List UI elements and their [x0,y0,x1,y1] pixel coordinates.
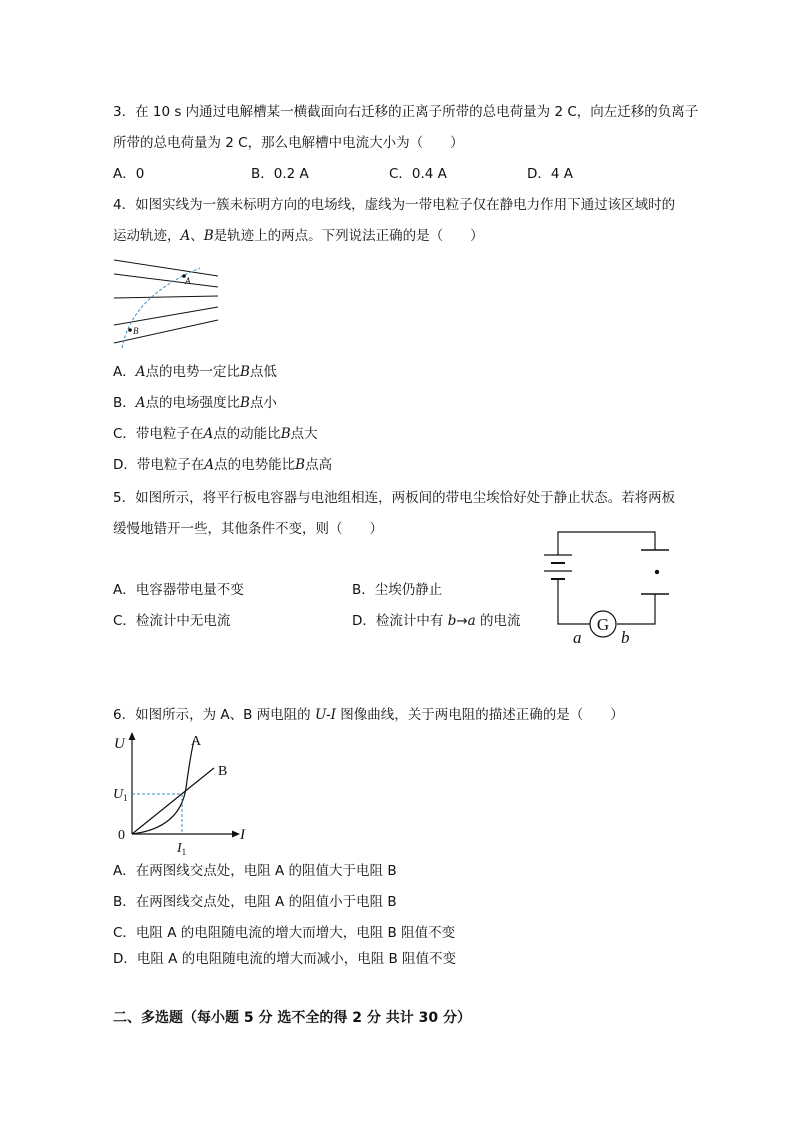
q5-option-d: D．检流计中有 b→a 的电流 [352,613,521,629]
q6-stem: 6．如图所示，为 A、B 两电阻的 U-I 图像曲线，关于两电阻的描述正确的是（ ） [113,707,624,723]
q6-option-b: B．在两图线交点处，电阻 A 的阻值小于电阻 B [113,894,397,910]
curve-a [132,740,194,834]
q6-option-c: C．电阻 A 的电阻随电流的增大而增大，电阻 B 阻值不变 [113,925,456,941]
q4-sep: 、 [190,228,204,244]
circuit-wire-right [617,594,655,624]
field-line-2 [114,274,218,287]
curve-a-label: A [191,734,202,749]
q6-option-d: D．电阻 A 的电阻随电流的增大而减小，电阻 B 阻值不变 [113,951,457,967]
field-line-3 [114,296,218,298]
node-a-label: a [573,628,582,647]
q3-stem-line2: 所带的总电荷量为 2 C，那么电解槽中电流大小为（ ） [113,135,464,151]
q4-stem-line2 [113,226,484,246]
q4-point-b: B [203,228,214,244]
q5-stem-line2: 缓慢地错开一些，其他条件不变，则（ ） [113,521,383,537]
q6-option-a: A．在两图线交点处，电阻 A 的阻值大于电阻 B [113,863,397,879]
q3-option-b: B．0.2 A [251,166,309,182]
point-b-label: B [133,326,139,336]
u-axis-arrow [129,732,136,740]
point-a-label: A [185,276,191,286]
q4-point-a: A [180,228,191,244]
q5-stem-line1: 5．如图所示，将平行板电容器与电池组相连，两板间的带电尘埃恰好处于静止状态。若将两板 [113,490,676,506]
q4-field-figure [112,256,222,351]
point-b-dot [128,328,132,332]
q5-option-b: B．尘埃仍静止 [352,582,443,598]
circuit-wire-left [558,579,590,624]
q5-option-a: A．电容器带电量不变 [113,582,244,598]
axis-u-label: U [114,736,125,752]
q4-stem-text: 运动轨迹， [113,228,181,244]
q5-option-c: C．检流计中无电流 [113,613,231,629]
q3-option-c: C．0.4 A [389,166,447,182]
i1-label: $I_1$ [177,841,187,857]
axis-i-label: I [240,827,245,843]
q4-option-d: D．带电粒子在A点的电势能比B点高 [113,457,333,473]
field-line-1 [114,260,218,276]
i-axis-arrow [232,831,240,838]
q4-stem-tail: 是轨迹上的两点。下列说法正确的是（ ） [213,228,484,244]
q4-option-c: C．带电粒子在A点的动能比B点大 [113,426,318,442]
q3-option-d: D．4 A [527,166,574,182]
node-b-label: b [621,628,630,647]
section-2-heading: 二、多选题（每小题 5 分 选不全的得 2 分 共计 30 分） [113,1010,471,1026]
dust-particle [655,570,659,574]
q4-stem-line1: 4．如图实线为一簇未标明方向的电场线，虚线为一带电粒子仅在静电力作用下通过该区域时的 [113,197,676,213]
q4-option-a: A．A点的电势一定比B点低 [113,364,277,380]
galvanometer-label: G [596,615,610,634]
u1-label: $U_1$ [113,787,128,803]
q3-stem-line1: 3．在 10 s 内通过电解槽某一横截面向右迁移的正离子所带的总电荷量为 2 C，向左迁移的负离子 [113,104,699,120]
line-b [132,768,214,834]
curve-b-label: B [218,764,228,779]
q3-option-a: A．0 [113,166,145,182]
field-line-4 [114,307,218,325]
circuit-wire-top [558,532,655,555]
q5-circuit-figure [535,520,675,650]
q6-ui-graph [110,728,260,858]
q4-option-b: B．A点的电场强度比B点小 [113,395,277,411]
origin-label: 0 [118,828,125,843]
